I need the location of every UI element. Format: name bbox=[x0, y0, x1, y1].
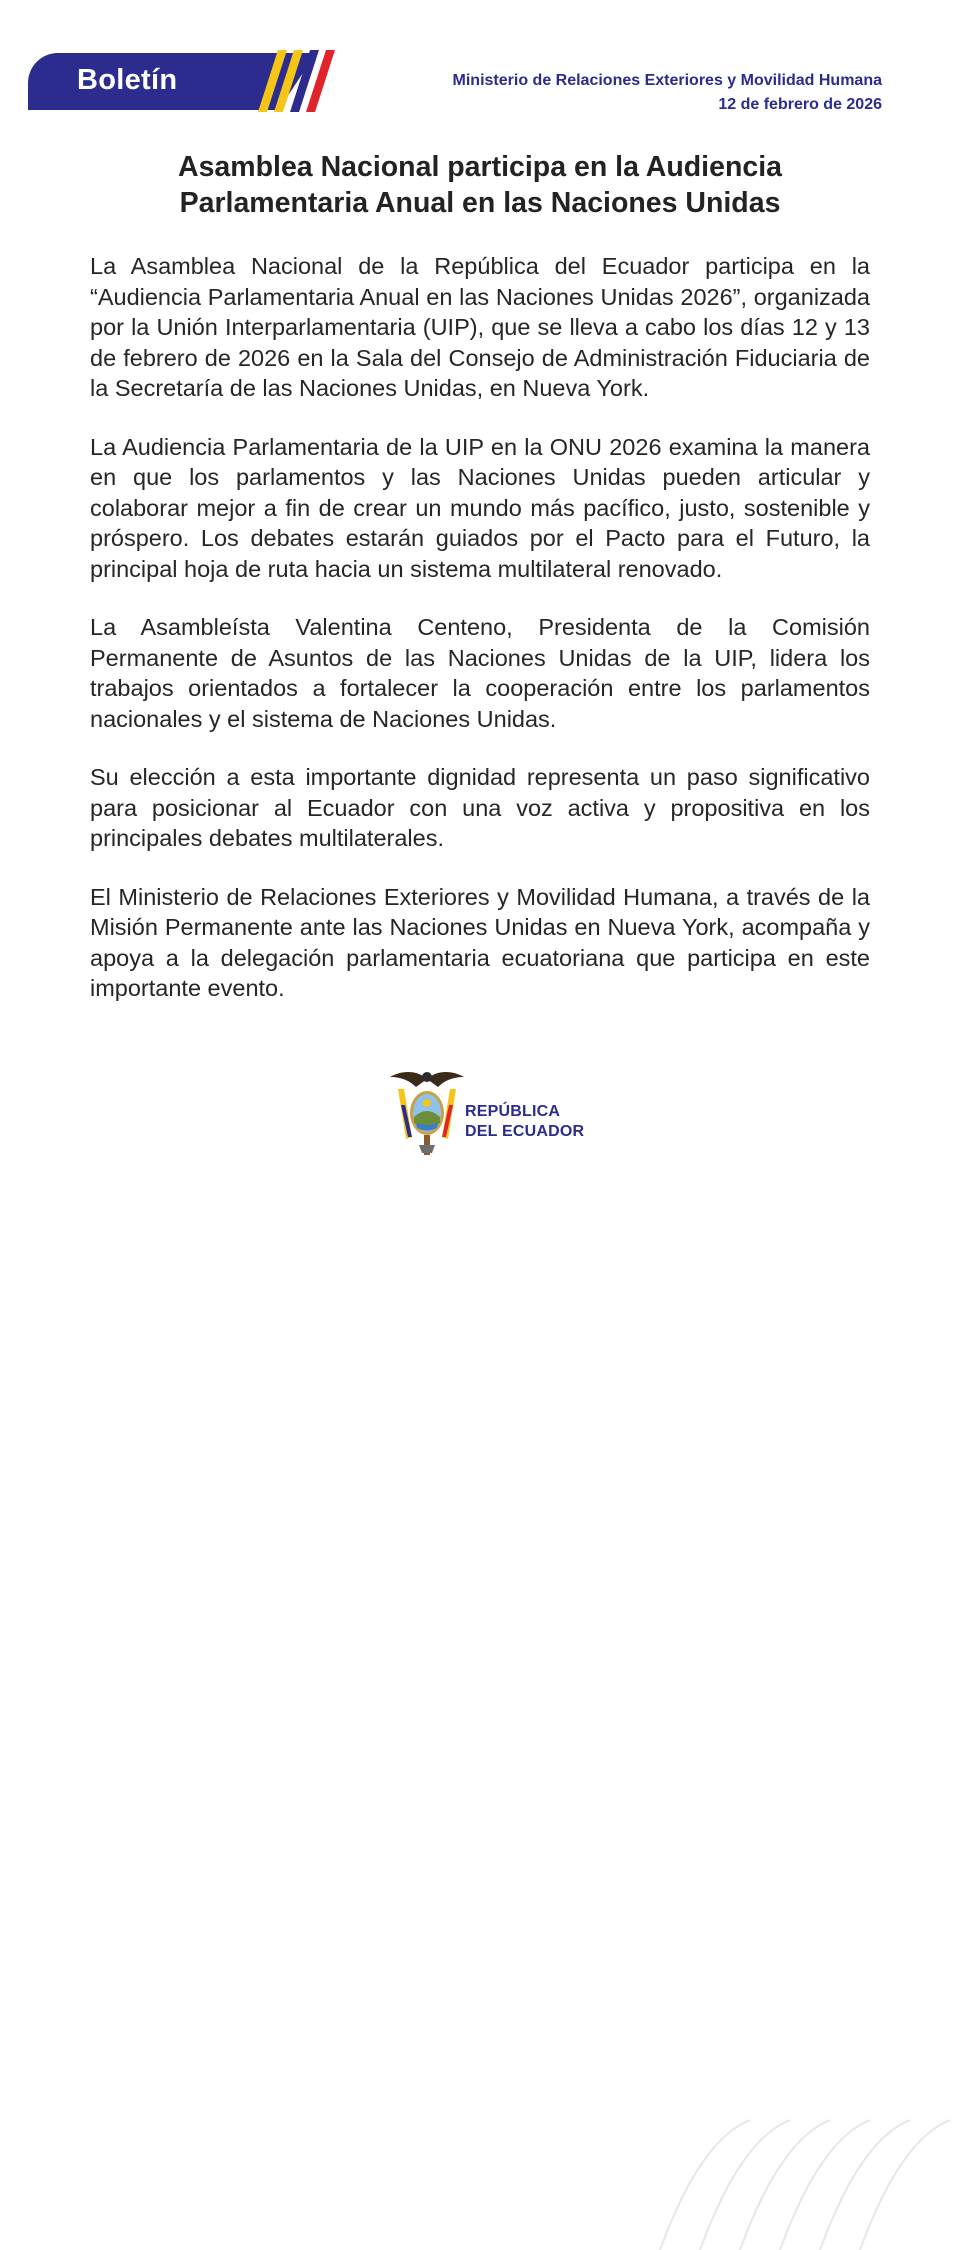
bulletin-label: Boletín bbox=[77, 64, 178, 96]
republic-line-2: DEL ECUADOR bbox=[465, 1123, 585, 1140]
paragraph: El Ministerio de Relaciones Exteriores y Movilidad Humana, a través de la Misión Permanente ante las Naciones Unidas en Nueva York, acompaña y apoya a la delegación parlamentaria ecuatoriana que participa en este importante evento. bbox=[90, 883, 870, 1001]
header bbox=[0, 0, 960, 130]
flag-stripes-icon bbox=[258, 50, 338, 112]
decorative-waves bbox=[640, 2100, 960, 2250]
title-line-1: Asamblea Nacional participa en la Audiencia bbox=[178, 151, 782, 183]
article-body bbox=[90, 251, 870, 1032]
bulletin-date: 12 de febrero de 2026 bbox=[718, 96, 882, 113]
republic-line-1: REPÚBLICA bbox=[465, 1103, 561, 1120]
paragraph: La Audiencia Parlamentaria de la UIP en la ONU 2026 examina la manera en que los parlamentos y las Naciones Unidas pueden articular y colaborar mejor a fin de crear un mundo más pacífico, justo, sostenible y próspero. Los debates estarán guiados por el Pacto para el Futuro, la principal hoja de ruta hacia un sistema multilateral renovado. bbox=[90, 433, 870, 582]
ministry-name: Ministerio de Relaciones Exteriores y Movilidad Humana bbox=[452, 72, 882, 89]
ministry-block bbox=[453, 69, 882, 117]
article-title bbox=[90, 149, 870, 221]
paragraph: La Asamblea Nacional de la República del Ecuador participa en la “Audiencia Parlamentaria Anual en las Naciones Unidas 2026”, organizada por la Unión Interparlamentaria (UIP), que se lleva a cabo los días 12 y 13 de febrero de 2026 en la Sala del Consejo de Administración Fiduciaria de la Secretaría de las Naciones Unidas, en Nueva York. bbox=[90, 253, 870, 401]
paragraph: La Asambleísta Valentina Centeno, Presidenta de la Comisión Permanente de Asuntos de las Naciones Unidas de la UIP, lidera los trabajos orientados a fortalecer la cooperación entre los parlamentos nacionales y el sistema de Naciones Unidas. bbox=[90, 614, 870, 732]
title-line-2: Parlamentaria Anual en las Naciones Unidas bbox=[179, 187, 781, 219]
republic-logo-text bbox=[465, 1102, 584, 1142]
paragraph: Su elección a esta importante dignidad representa un paso significativo para posicionar al Ecuador con una voz activa y propositiva en los principales debates multilaterales. bbox=[90, 764, 870, 851]
coat-of-arms-icon bbox=[388, 1065, 466, 1161]
